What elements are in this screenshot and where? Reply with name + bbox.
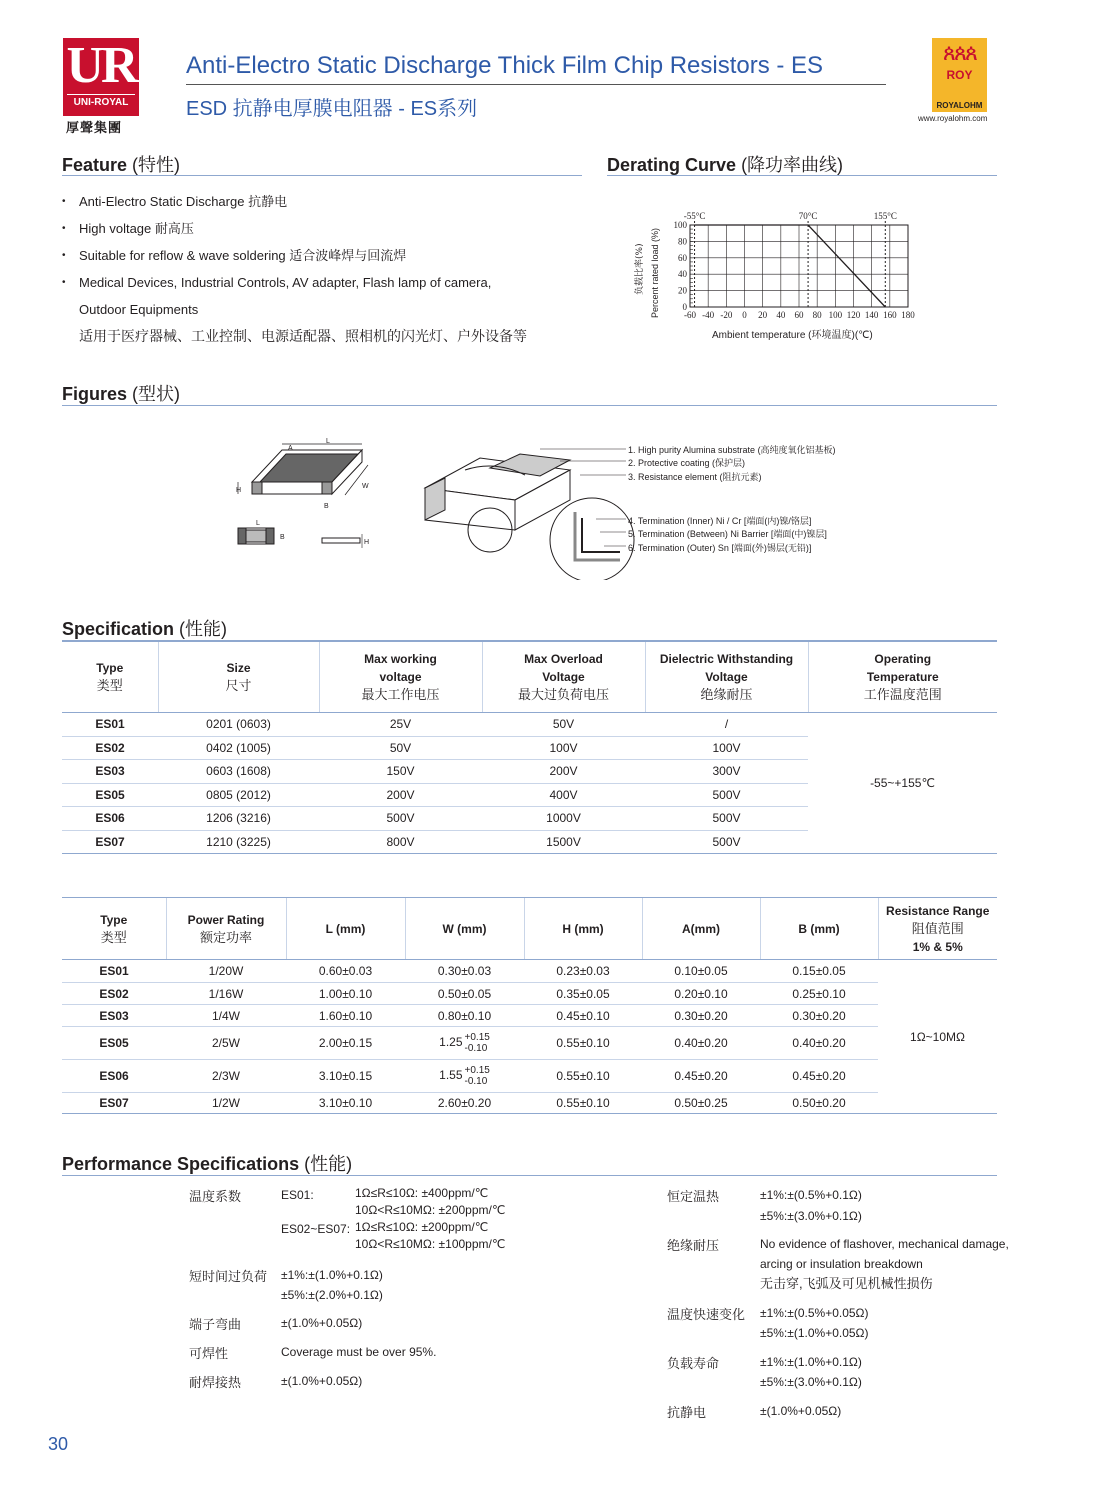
chart-xtick-label: 20 bbox=[758, 310, 768, 320]
cell-power: 1/2W bbox=[166, 1093, 286, 1114]
chart-ytick-label: 80 bbox=[678, 236, 687, 247]
cell-type: ES02 bbox=[62, 736, 158, 760]
perf-value-line: ±1%:±(0.5%+0.05Ω) bbox=[760, 1306, 869, 1320]
performance-heading-cn: (性能) bbox=[304, 1154, 353, 1174]
cell-max-overload: 1000V bbox=[482, 807, 645, 831]
chart-ytick-label: 40 bbox=[678, 269, 687, 280]
derating-heading-cn: (降功率曲线) bbox=[741, 155, 844, 175]
cell-h: 0.55±0.10 bbox=[524, 1093, 642, 1114]
cell-b: 0.40±0.20 bbox=[760, 1027, 878, 1060]
cell-type: ES05 bbox=[62, 1027, 166, 1060]
chart-xtick-label: 180 bbox=[901, 310, 915, 320]
royalohm-name: ROYALOHM bbox=[936, 101, 983, 110]
perf-value-line: ±5%:±(3.0%+0.1Ω) bbox=[760, 1209, 862, 1223]
perf-cn-esd: 抗静电 bbox=[667, 1405, 707, 1420]
col-header-en: Power Rating bbox=[187, 912, 265, 927]
col-header-en: Voltage bbox=[705, 670, 748, 684]
cell-type: ES05 bbox=[62, 783, 158, 807]
cell-dielectric: 300V bbox=[645, 760, 808, 784]
cell-w: 0.50±0.05 bbox=[405, 983, 524, 1005]
dim-label-b: B bbox=[324, 503, 329, 510]
cell-size: 0805 (2012) bbox=[158, 783, 319, 807]
table-row bbox=[62, 960, 997, 983]
cell-type: ES06 bbox=[62, 807, 158, 831]
cell-type: ES01 bbox=[62, 960, 166, 983]
perf-cn-solderability: 可焊性 bbox=[189, 1346, 229, 1361]
cell-w-tolerance bbox=[465, 1065, 490, 1087]
table-row bbox=[62, 983, 997, 1005]
col-header-cn: 类型 bbox=[100, 929, 127, 945]
col-header-power-rating bbox=[166, 898, 286, 960]
cell-max-overload: 200V bbox=[482, 760, 645, 784]
royalohm-roy-text: ROY bbox=[946, 68, 973, 82]
col-header-cn: 工作温度范围 bbox=[863, 687, 942, 702]
perf-cn-short-time-overload: 短时间过负荷 bbox=[189, 1269, 268, 1284]
perf-cn-temperature-coefficient: 温度系数 bbox=[189, 1189, 242, 1204]
perf-value-line: 1Ω≤R≤10Ω: ±200ppm/℃ bbox=[355, 1220, 489, 1234]
perf-dw-values bbox=[760, 1234, 1009, 1294]
feature-item: • High voltage 耐高压 bbox=[62, 215, 582, 242]
chart-ytick-label: 100 bbox=[673, 220, 687, 230]
col-header-operating-temperature bbox=[808, 642, 997, 713]
logo-chinese-name: 厚聲集團 bbox=[66, 121, 123, 136]
performance-heading bbox=[62, 1150, 352, 1176]
specification-table-voltage bbox=[62, 641, 997, 854]
table-row bbox=[62, 1005, 997, 1027]
chart-xtick-label: -20 bbox=[720, 310, 733, 320]
chart-xlabel: Ambient temperature (环境温度)(℃) bbox=[712, 330, 873, 341]
perf-cn-load-life: 负载寿命 bbox=[667, 1356, 720, 1371]
perf-value-line: ±1%:±(0.5%+0.1Ω) bbox=[760, 1188, 862, 1202]
perf-value-line: ±5%:±(2.0%+0.1Ω) bbox=[281, 1288, 383, 1302]
col-header-en: voltage bbox=[379, 670, 422, 684]
chart-xtick-label: -60 bbox=[684, 310, 696, 320]
cell-b: 0.50±0.20 bbox=[760, 1093, 878, 1114]
cell-w: 0.80±0.10 bbox=[405, 1005, 524, 1027]
cell-size: 1210 (3225) bbox=[158, 830, 319, 854]
table-header-row bbox=[62, 642, 997, 713]
perf-value-line: ±5%:±(3.0%+0.1Ω) bbox=[760, 1375, 862, 1389]
cell-h: 0.23±0.03 bbox=[524, 960, 642, 983]
royalohm-figures-icon: ጰጰጰ bbox=[942, 40, 977, 65]
cell-a: 0.30±0.20 bbox=[642, 1005, 760, 1027]
chart-annotation: 70°C bbox=[798, 211, 818, 221]
specification-heading-en: Specification bbox=[62, 619, 175, 639]
cell-a: 0.20±0.10 bbox=[642, 983, 760, 1005]
page-title-en: Anti-Electro Static Discharge Thick Film Chip Resistors - ES bbox=[186, 52, 824, 79]
col-header-cn: 绝缘耐压 bbox=[700, 687, 753, 702]
perf-value-line: ±5%:±(1.0%+0.05Ω) bbox=[760, 1326, 869, 1340]
cell-power: 1/16W bbox=[166, 983, 286, 1005]
cell-max-working: 200V bbox=[319, 783, 482, 807]
cell-dielectric: 500V bbox=[645, 783, 808, 807]
cell-h: 0.55±0.10 bbox=[524, 1027, 642, 1060]
cell-power: 2/3W bbox=[166, 1060, 286, 1093]
derating-heading-en: Derating Curve bbox=[607, 155, 737, 175]
perf-sh-value: ±(1.0%+0.05Ω) bbox=[281, 1374, 363, 1388]
cell-max-working: 150V bbox=[319, 760, 482, 784]
col-header-en: Size bbox=[226, 661, 251, 675]
dim-label-h: H bbox=[236, 487, 242, 494]
cell-w bbox=[405, 1060, 524, 1093]
perf-cn-humidity: 恒定温热 bbox=[667, 1189, 720, 1204]
cell-type: ES02 bbox=[62, 983, 166, 1005]
table-row bbox=[62, 1027, 997, 1060]
col-header-resistance-range bbox=[878, 898, 997, 960]
col-header-en: Voltage bbox=[542, 670, 585, 684]
dim-label-h2: H bbox=[364, 539, 370, 546]
perf-value-line: ±1%:±(1.0%+0.1Ω) bbox=[281, 1268, 383, 1282]
col-header-type bbox=[62, 898, 166, 960]
col-header-cn: 最大工作电压 bbox=[361, 687, 440, 702]
feature-item-line: 适用于医疗器械、工业控制、电源适配器、照相机的闪光灯、户外设备等 bbox=[79, 328, 527, 344]
table-row bbox=[62, 1093, 997, 1114]
cell-type: ES07 bbox=[62, 1093, 166, 1114]
cell-b: 0.15±0.05 bbox=[760, 960, 878, 983]
cell-h: 0.35±0.05 bbox=[524, 983, 642, 1005]
perf-cn-rapid-change: 温度快速变化 bbox=[667, 1307, 746, 1322]
feature-item-line: Outdoor Equipments bbox=[79, 302, 199, 317]
cell-dielectric: 500V bbox=[645, 830, 808, 854]
chart-xtick-label: 140 bbox=[864, 310, 879, 320]
perf-tc-es02-values bbox=[355, 1219, 505, 1253]
perf-tc-es01: ES01: bbox=[281, 1188, 314, 1202]
figure-legend-6: 6. Termination (Outer) Sn [端面(外)锡层(无铅)] bbox=[628, 543, 812, 553]
figure-legend-4: 4. Termination (Inner) Ni / Cr [端面(内)镍/铬层] bbox=[628, 516, 812, 526]
perf-hum-values bbox=[760, 1185, 862, 1227]
perf-cn-dielectric: 绝缘耐压 bbox=[667, 1238, 720, 1253]
cell-b: 0.25±0.10 bbox=[760, 983, 878, 1005]
chart-xtick-label: 40 bbox=[776, 310, 786, 320]
cell-a: 0.10±0.05 bbox=[642, 960, 760, 983]
tolerance-minus: -0.10 bbox=[464, 1076, 488, 1087]
tolerance-plus: +0.15 bbox=[464, 1065, 490, 1076]
dim-label-a: A bbox=[288, 445, 293, 452]
perf-esd-value: ±(1.0%+0.05Ω) bbox=[760, 1404, 842, 1418]
page-number: 30 bbox=[48, 1434, 69, 1454]
col-header-cn: 最大过负荷电压 bbox=[517, 687, 609, 702]
cell-a: 0.45±0.20 bbox=[642, 1060, 760, 1093]
chart-xtick-label: 60 bbox=[794, 310, 804, 320]
cell-w: 0.30±0.03 bbox=[405, 960, 524, 983]
tolerance-minus: -0.10 bbox=[464, 1043, 488, 1054]
col-header-cn: 阻值范围 bbox=[911, 920, 964, 936]
perf-value-line: No evidence of flashover, mechanical damage, bbox=[760, 1237, 1009, 1251]
col-header-en: Max working bbox=[364, 652, 437, 666]
chart-xtick-label: 160 bbox=[883, 310, 897, 320]
col-header-size bbox=[158, 642, 319, 713]
logo-uniroyal-text: UNI-ROYAL bbox=[67, 94, 135, 108]
cell-dielectric: 100V bbox=[645, 736, 808, 760]
figures-heading-cn: (型状) bbox=[132, 384, 181, 404]
logo-ur-text: UR bbox=[66, 37, 136, 94]
performance-heading-en: Performance Specifications bbox=[62, 1154, 300, 1174]
chart-xtick-label: 80 bbox=[812, 310, 822, 320]
col-header-cn: 额定功率 bbox=[199, 929, 252, 945]
cell-l: 1.00±0.10 bbox=[286, 983, 405, 1005]
dim-label-l: L bbox=[326, 438, 330, 445]
figure-legend-2: 2. Protective coating (保护层) bbox=[628, 458, 746, 468]
cell-dielectric: 500V bbox=[645, 807, 808, 831]
cell-a: 0.40±0.20 bbox=[642, 1027, 760, 1060]
perf-tb-value: ±(1.0%+0.05Ω) bbox=[281, 1316, 363, 1330]
col-header-max-overload-voltage bbox=[482, 642, 645, 713]
table-header-row bbox=[62, 898, 997, 960]
col-header-en: 1% & 5% bbox=[912, 939, 963, 954]
cell-max-overload: 50V bbox=[482, 713, 645, 737]
perf-value-line: 1Ω≤R≤10Ω: ±400ppm/℃ bbox=[355, 1186, 489, 1200]
cell-l: 2.00±0.15 bbox=[286, 1027, 405, 1060]
table-row bbox=[62, 713, 997, 737]
feature-heading-en: Feature bbox=[62, 155, 128, 175]
col-header-en: Operating bbox=[874, 652, 932, 666]
cell-size: 0402 (1005) bbox=[158, 736, 319, 760]
perf-value-line: arcing or insulation breakdown bbox=[760, 1257, 923, 1271]
dim-label-l2: L bbox=[256, 520, 260, 527]
cell-power: 1/4W bbox=[166, 1005, 286, 1027]
perf-tc-es02: ES02~ES07: bbox=[281, 1222, 351, 1236]
cell-resistance-range: 1Ω~10MΩ bbox=[878, 960, 997, 1114]
perf-rc-values bbox=[760, 1303, 869, 1343]
figure-legend-5: 5. Termination (Between) Ni Barrier [端面(中)镍层] bbox=[628, 529, 827, 539]
cell-w: 2.60±0.20 bbox=[405, 1093, 524, 1114]
cell-w bbox=[405, 1027, 524, 1060]
col-header-dielectric-voltage bbox=[645, 642, 808, 713]
feature-heading-cn: (特性) bbox=[132, 155, 181, 175]
dim-label-b2: B bbox=[280, 534, 285, 541]
cell-type: ES03 bbox=[62, 1005, 166, 1027]
cell-l: 3.10±0.15 bbox=[286, 1060, 405, 1093]
feature-item-line: Medical Devices, Industrial Controls, AV adapter, Flash lamp of camera, bbox=[79, 275, 492, 290]
chart-ytick-label: 0 bbox=[682, 302, 687, 312]
cell-max-working: 25V bbox=[319, 713, 482, 737]
feature-item: • Suitable for reflow & wave soldering 适合波峰焊与回流焊 bbox=[62, 242, 582, 269]
col-header-en: Temperature bbox=[866, 670, 939, 684]
col-header-max-working-voltage bbox=[319, 642, 482, 713]
chart-annotation: 155°C bbox=[873, 211, 897, 221]
cell-max-working: 800V bbox=[319, 830, 482, 854]
specification-heading bbox=[62, 615, 227, 641]
cell-max-working: 50V bbox=[319, 736, 482, 760]
col-header-cn: 尺寸 bbox=[225, 678, 252, 693]
col-header-en: Resistance Range bbox=[886, 903, 990, 918]
perf-value-line: ±1%:±(1.0%+0.1Ω) bbox=[760, 1355, 862, 1369]
figure-legend-1: 1. High purity Alumina substrate (高纯度氧化铝基板) bbox=[628, 445, 836, 455]
cell-w-tolerance bbox=[465, 1032, 490, 1054]
col-header-a: A(mm) bbox=[642, 898, 760, 960]
perf-cn-soldering-heat: 耐焊接热 bbox=[189, 1375, 242, 1390]
cell-max-overload: 400V bbox=[482, 783, 645, 807]
col-header-b: B (mm) bbox=[760, 898, 878, 960]
cell-h: 0.55±0.10 bbox=[524, 1060, 642, 1093]
cell-max-overload: 1500V bbox=[482, 830, 645, 854]
col-header-cn: 类型 bbox=[96, 678, 123, 693]
col-header-en: Type bbox=[100, 912, 128, 927]
dim-label-w: W bbox=[362, 483, 369, 490]
perf-cn-terminal-bending: 端子弯曲 bbox=[189, 1317, 242, 1332]
chart-ytick-label: 60 bbox=[678, 252, 687, 263]
table-row bbox=[62, 1060, 997, 1093]
cell-h: 0.45±0.10 bbox=[524, 1005, 642, 1027]
perf-value-line: 无击穿,飞弧及可见机械性损伤 bbox=[760, 1276, 933, 1291]
chart-xtick-label: 0 bbox=[742, 310, 747, 320]
figures-heading-en: Figures bbox=[62, 384, 128, 404]
cell-type: ES01 bbox=[62, 713, 158, 737]
chart-ylabel-cn: 负载比率(%) bbox=[635, 243, 645, 295]
cell-power: 1/20W bbox=[166, 960, 286, 983]
cell-b: 0.30±0.20 bbox=[760, 1005, 878, 1027]
col-header-l: L (mm) bbox=[286, 898, 405, 960]
perf-ll-values bbox=[760, 1352, 862, 1392]
feature-item: • Anti-Electro Static Discharge 抗静电 bbox=[62, 188, 582, 215]
chart-xtick-label: 120 bbox=[846, 310, 861, 320]
cell-w-value: 1.25 bbox=[439, 1035, 463, 1050]
cell-operating-temperature: -55~+155℃ bbox=[808, 713, 997, 854]
chart-ytick-label: 20 bbox=[678, 285, 687, 296]
cell-dielectric: / bbox=[645, 713, 808, 737]
cell-size: 0603 (1608) bbox=[158, 760, 319, 784]
specification-table-dimensions bbox=[62, 897, 997, 1114]
performance-heading-line bbox=[62, 1175, 997, 1176]
cell-w-value: 1.55 bbox=[439, 1068, 463, 1083]
perf-sto-values bbox=[281, 1265, 383, 1305]
col-header-en: Dielectric Withstanding bbox=[659, 652, 794, 666]
cell-a: 0.50±0.25 bbox=[642, 1093, 760, 1114]
cell-type: ES07 bbox=[62, 830, 158, 854]
chart-ylabel: Percent rated load (%) bbox=[650, 227, 660, 318]
cell-type: ES06 bbox=[62, 1060, 166, 1093]
chart-xtick-label: -40 bbox=[702, 310, 715, 320]
figure-leader-lines bbox=[0, 0, 1102, 600]
cell-max-working: 500V bbox=[319, 807, 482, 831]
perf-value-line: 10Ω<R≤10MΩ: ±200ppm/℃ bbox=[355, 1203, 506, 1217]
cell-size: 1206 (3216) bbox=[158, 807, 319, 831]
cell-max-overload: 100V bbox=[482, 736, 645, 760]
col-header-en: Max Overload bbox=[524, 652, 603, 666]
col-header-type bbox=[62, 642, 158, 713]
cell-l: 3.10±0.10 bbox=[286, 1093, 405, 1114]
tolerance-plus: +0.15 bbox=[464, 1032, 490, 1043]
perf-tc-es01-values bbox=[355, 1185, 505, 1219]
figure-legend-3: 3. Resistance element (阻抗元素) bbox=[628, 472, 762, 482]
chart-annotation: -55°C bbox=[683, 211, 706, 221]
col-header-w: W (mm) bbox=[405, 898, 524, 960]
cell-l: 0.60±0.03 bbox=[286, 960, 405, 983]
cell-power: 2/5W bbox=[166, 1027, 286, 1060]
chart-xtick-label: 100 bbox=[828, 310, 843, 320]
cell-size: 0201 (0603) bbox=[158, 713, 319, 737]
perf-value-line: 10Ω<R≤10MΩ: ±100ppm/℃ bbox=[355, 1237, 506, 1251]
cell-l: 1.60±0.10 bbox=[286, 1005, 405, 1027]
specification-heading-cn: (性能) bbox=[179, 619, 228, 639]
col-header-en: Type bbox=[96, 661, 124, 675]
perf-sol-value: Coverage must be over 95%. bbox=[281, 1345, 437, 1359]
cell-b: 0.45±0.20 bbox=[760, 1060, 878, 1093]
page-title-cn: ESD 抗静电厚膜电阻器 - ES系列 bbox=[186, 98, 478, 120]
cell-type: ES03 bbox=[62, 760, 158, 784]
col-header-h: H (mm) bbox=[524, 898, 642, 960]
royalohm-url: www.royalohm.com bbox=[918, 114, 988, 123]
